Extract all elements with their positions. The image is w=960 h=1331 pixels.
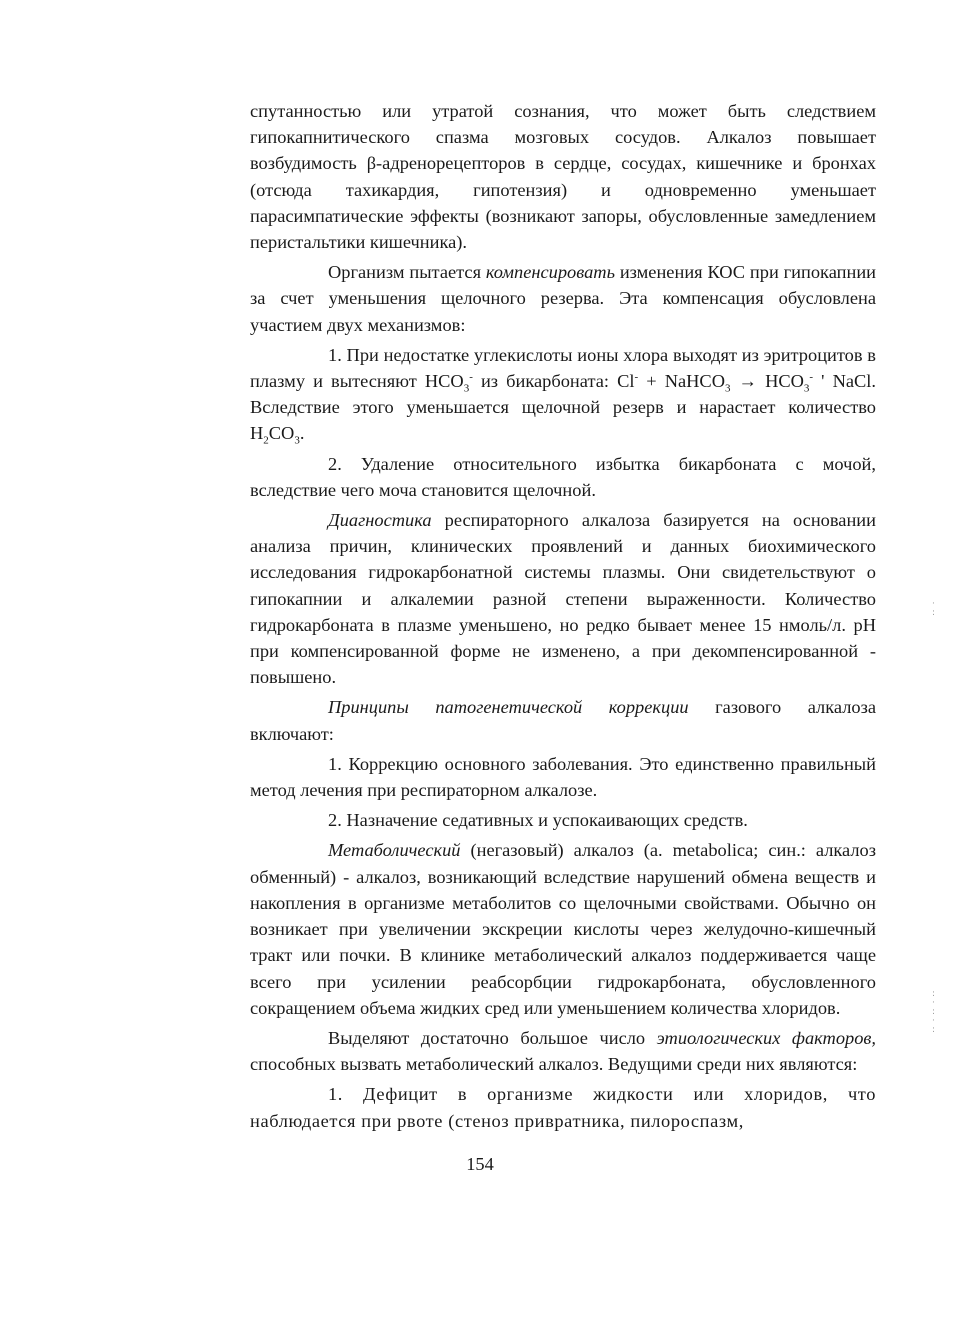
paragraph-2-text-b: изменения КОС при гипокапнии за счет уменьшения щелочного резерва. Эта компенсация обусловлена участием двух механизмов: [250, 262, 876, 335]
paragraph-7 [250, 751, 876, 803]
paragraph-3-text-c: + NaHCO [638, 371, 725, 392]
paragraph-3-sup-1: - [469, 370, 473, 383]
paragraph-3-text-d: → HCO [730, 371, 804, 392]
paragraph-3-sup-2: - [634, 370, 639, 383]
paragraph-1-text: спутанностью или утратой сознания, что может быть следствием гипокапнитического спазма мозговых сосудов. Алкалоз повышает возбудимость β-адренорецепторов в сердце, сосудах, кишечнике и бронхах (отсюда тахикардия, гипотензия) и одновременно уменьшает парасимпатические эффекты (возникают запоры, обусловленные замедлением перистальтики кишечника). [250, 101, 876, 253]
paragraph-5-emphasis: Диагностика [328, 510, 432, 531]
paragraph-2 [250, 259, 876, 338]
paragraph-2-emphasis: компенсировать [485, 262, 615, 283]
paragraph-8-text: 2. Назначение седативных и успокаивающих средств. [328, 810, 748, 831]
paragraph-5 [250, 507, 876, 690]
paragraph-6-text-b: газового алкалоза включают: [250, 697, 876, 744]
paragraph-3-sub-1: 3 [463, 382, 470, 395]
paragraph-8 [250, 807, 876, 833]
page-number: 154 [466, 1154, 494, 1174]
paragraph-11 [250, 1081, 876, 1133]
paragraph-3-sub-3: 3 [803, 382, 810, 395]
scan-speck-mark: · : [932, 599, 936, 618]
paragraph-3-sup-3: - [809, 370, 814, 383]
paragraph-3 [250, 342, 876, 447]
paragraph-5-text-b: респираторного алкалоза базируется на основании анализа причин, клинических проявлений и данных биохимического исследования гидрокарбонатной системы плазмы. Они свидетельствуют о гипокапнии и алкалемии разной степени выраженности. Количество гидрокарбоната в плазме уменьшено, но редко бывает менее 15 нмоль/л. pH при компенсированной форме не изменено, а при декомпенсированной - повышено. [250, 510, 876, 688]
paragraph-10 [250, 1025, 876, 1077]
paragraph-6 [250, 694, 876, 746]
paragraph-6-emphasis: Принципы патогенетической коррекции [328, 697, 689, 718]
paragraph-3-text-b: из бикарбоната: Cl [472, 371, 635, 392]
paragraph-3-text-g: . [299, 423, 305, 444]
paragraph-9-emphasis: Метаболический [328, 840, 461, 861]
paragraph-11-text: 1. Дефицит в организме жидкости или хлоридов, что наблюдается при рвоте (стеноз привратника, пилороспазм, [250, 1084, 876, 1131]
paragraph-9 [250, 837, 876, 1020]
paragraph-3-sub-2: 3 [724, 382, 731, 395]
paragraph-3-text-a: 1. При недостатке углекислоты ионы хлора выходят из эритроцитов в плазму и вытесняют HCO [250, 344, 876, 392]
paragraph-7-text: 1. Коррекцию основного заболевания. Это единственно правильный метод лечения при респираторном алкалозе. [250, 753, 876, 801]
paragraph-1 [250, 98, 876, 255]
scan-speck-mark: : · : · : [932, 989, 936, 1035]
paragraph-10-emphasis: этиологических факторов, [656, 1027, 876, 1048]
paragraph-4 [250, 451, 876, 503]
paragraph-10-text-a: Выделяют достаточно большое число [328, 1027, 657, 1048]
paragraph-4-text: 2. Удаление относительного избытка бикарбоната с мочой, вследствие чего моча становится щелочной. [250, 453, 876, 500]
page-body [250, 98, 876, 1134]
paragraph-3-sub-5: 3 [294, 435, 300, 448]
paragraph-3-sub-4: 2 [263, 435, 269, 448]
paragraph-10-text-b: способных вызвать метаболический алкалоз. Ведущими среди них являются: [250, 1054, 858, 1075]
paragraph-3-text-f: CO [268, 423, 295, 444]
paragraph-2-text-a: Организм пытается [328, 262, 486, 283]
paragraph-3-text-e: ' NaCl. Вследствие этого уменьшается щелочной резерв и нарастает количество H [250, 371, 877, 444]
paragraph-9-text-b: (негазовый) алкалоз (a. metabolica; син.: алкалоз обменный) - алкалоз, возникающий вследствие нарушений обмена веществ и накопления в организме метаболитов со щелочными свойствами. Обычно он возникает при увеличении экскреции кислоты через желудочно-кишечный тракт или почки. В клинике метаболический алкалоз поддерживается чаще всего при усилении реабсорбции гидрокарбоната, обусловленного сокращением объема жидких сред или уменьшением количества хлоридов. [250, 840, 876, 1018]
